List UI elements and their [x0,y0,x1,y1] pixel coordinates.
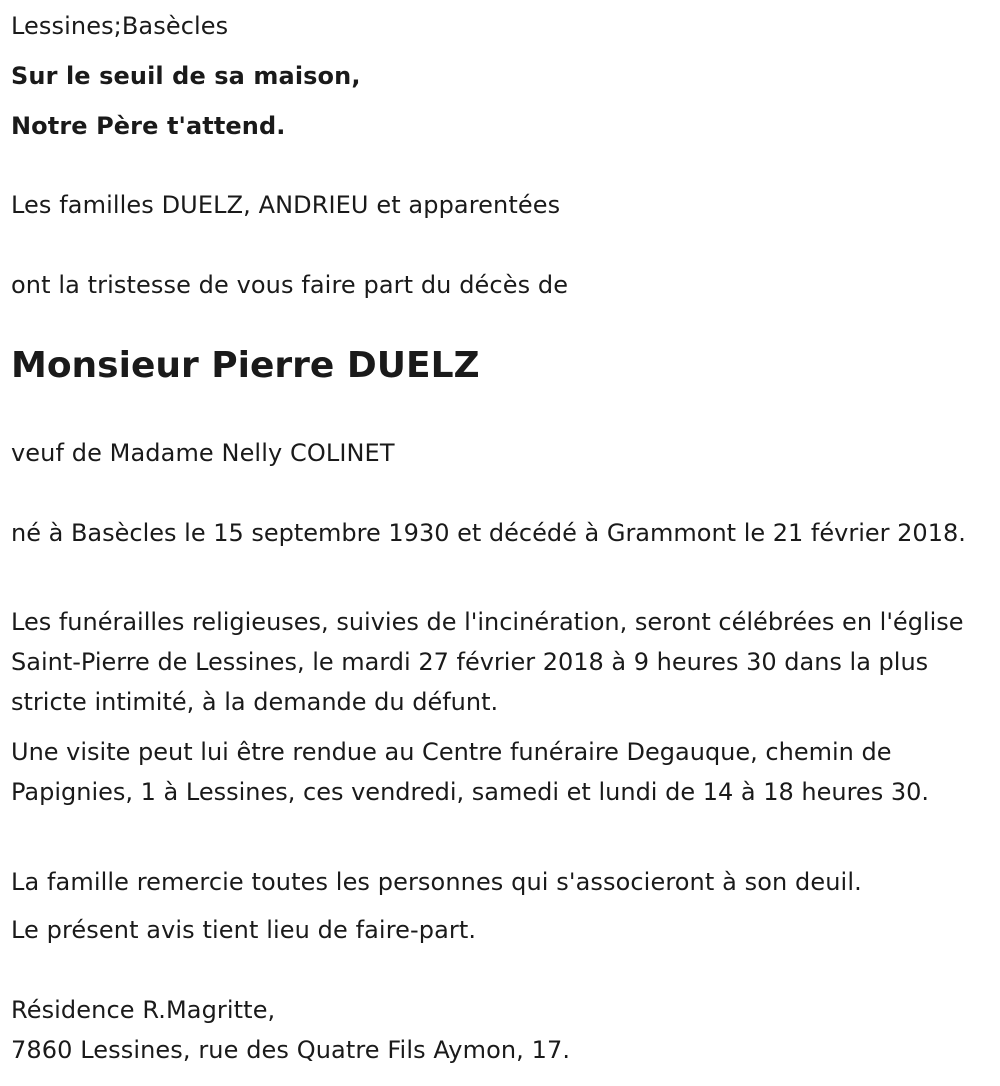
spouse-line: veuf de Madame Nelly COLINET [11,439,395,467]
notice-statement-line: Le présent avis tient lieu de faire-part. [11,916,477,944]
location-line: Lessines;Basècles [11,12,229,40]
families-line: Les familles DUELZ, ANDRIEU et apparentées [11,191,561,219]
deceased-name: Monsieur Pierre DUELZ [11,345,480,386]
address-line-1: Résidence R.Magritte, [11,996,276,1024]
verse-line-1: Sur le seuil de sa maison, [11,62,361,90]
address-line-2: 7860 Lessines, rue des Quatre Fils Aymon, 17. [11,1036,571,1064]
thanks-line: La famille remercie toutes les personnes qui s'associeront à son deuil. [11,868,862,896]
announcement-line: ont la tristesse de vous faire part du décès de [11,271,569,299]
funeral-paragraph: Les funérailles religieuses, suivies de l'incinération, seront célébrées en l'église Saint-Pierre de Lessines, le mardi 27 février 2018 à 9 heures 30 dans la plus stricte intimité, à la demande du défunt. [11,608,964,716]
visit-paragraph: Une visite peut lui être rendue au Centre funéraire Degauque, chemin de Papignies, 1 à Lessines, ces vendredi, samedi et lundi de 14 à 18 heures 30. [11,738,929,806]
birth-death-paragraph: né à Basècles le 15 septembre 1930 et décédé à Grammont le 21 février 2018. [11,519,966,547]
verse-line-2: Notre Père t'attend. [11,112,286,140]
